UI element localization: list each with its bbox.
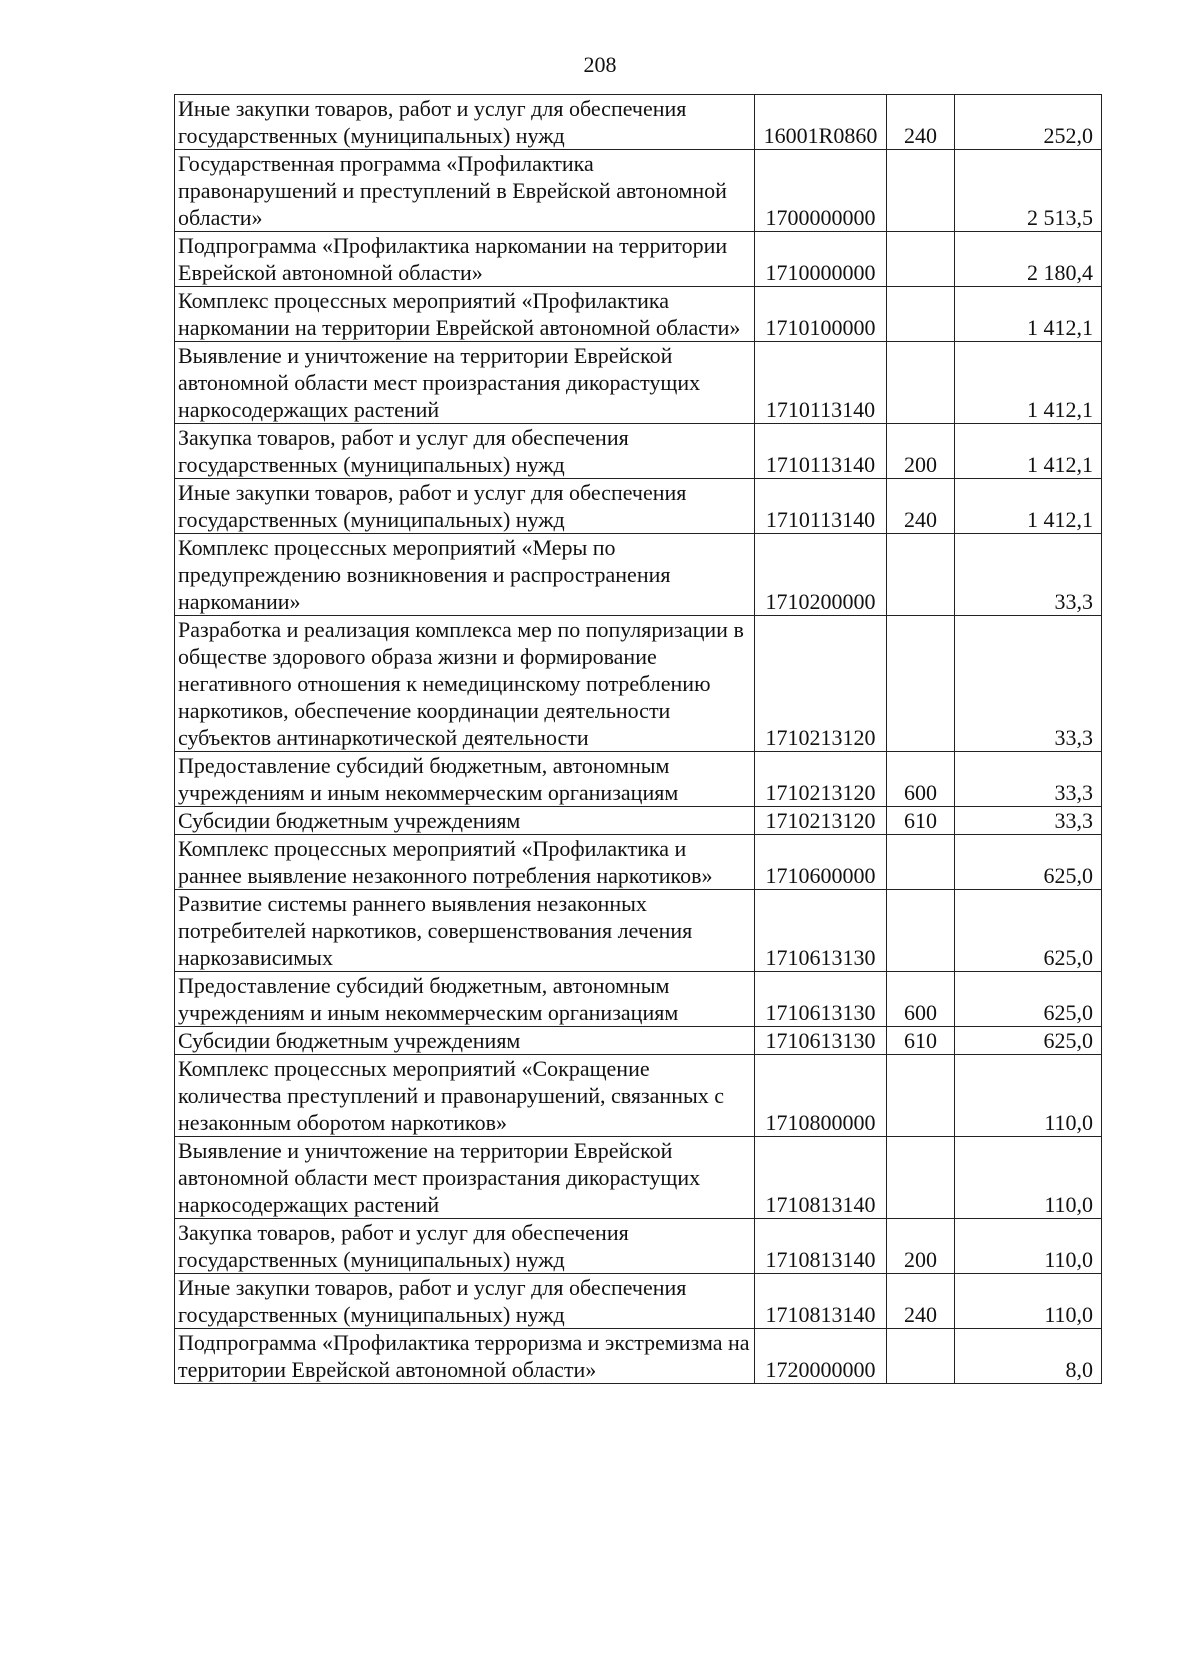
row-name-cell: Разработка и реализация комплекса мер по популяризации в обществе здорового образа жизни и формирование негативного отношения к немедицинскому потреблению наркотиков, обеспечение координации деятельности субъектов антинаркотической деятельности — [175, 616, 755, 752]
row-amount-cell: 33,3 — [955, 752, 1102, 807]
table-row — [175, 95, 1102, 150]
row-code-cell: 1710600000 — [755, 835, 887, 890]
row-type-cell — [887, 616, 955, 752]
row-name-cell: Иные закупки товаров, работ и услуг для обеспечения государственных (муниципальных) нужд — [175, 479, 755, 534]
table-row — [175, 890, 1102, 972]
table-row — [175, 287, 1102, 342]
table-body — [175, 95, 1102, 1384]
row-code-cell: 1710113140 — [755, 479, 887, 534]
row-type-cell: 600 — [887, 972, 955, 1027]
row-code-cell: 1710813140 — [755, 1274, 887, 1329]
row-amount-cell: 625,0 — [955, 972, 1102, 1027]
row-type-cell — [887, 287, 955, 342]
table-row — [175, 479, 1102, 534]
row-name-cell: Государственная программа «Профилактика правонарушений и преступлений в Еврейской автономной области» — [175, 150, 755, 232]
table-row — [175, 534, 1102, 616]
row-code-cell: 1710613130 — [755, 972, 887, 1027]
table-row — [175, 835, 1102, 890]
row-type-cell: 240 — [887, 479, 955, 534]
row-code-cell: 1710813140 — [755, 1219, 887, 1274]
row-amount-cell: 110,0 — [955, 1055, 1102, 1137]
row-amount-cell: 625,0 — [955, 1027, 1102, 1055]
row-name-cell: Субсидии бюджетным учреждениям — [175, 1027, 755, 1055]
row-name-cell: Комплекс процессных мероприятий «Сокращение количества преступлений и правонарушений, связанных с незаконным оборотом наркотиков» — [175, 1055, 755, 1137]
row-name-cell: Комплекс процессных мероприятий «Профилактика и раннее выявление незаконного потребления наркотиков» — [175, 835, 755, 890]
table-row — [175, 424, 1102, 479]
row-name-cell: Субсидии бюджетным учреждениям — [175, 807, 755, 835]
row-amount-cell: 110,0 — [955, 1274, 1102, 1329]
row-code-cell: 1710813140 — [755, 1137, 887, 1219]
row-code-cell: 1720000000 — [755, 1329, 887, 1384]
row-amount-cell: 252,0 — [955, 95, 1102, 150]
table-row — [175, 1137, 1102, 1219]
table-row — [175, 807, 1102, 835]
row-code-cell: 1700000000 — [755, 150, 887, 232]
row-code-cell: 1710113140 — [755, 342, 887, 424]
table-row — [175, 150, 1102, 232]
row-amount-cell: 1 412,1 — [955, 342, 1102, 424]
row-name-cell: Закупка товаров, работ и услуг для обеспечения государственных (муниципальных) нужд — [175, 424, 755, 479]
row-code-cell: 16001R0860 — [755, 95, 887, 150]
row-type-cell — [887, 150, 955, 232]
row-amount-cell: 2 180,4 — [955, 232, 1102, 287]
row-amount-cell: 2 513,5 — [955, 150, 1102, 232]
row-type-cell: 610 — [887, 1027, 955, 1055]
row-type-cell — [887, 342, 955, 424]
row-amount-cell: 1 412,1 — [955, 287, 1102, 342]
table-row — [175, 1274, 1102, 1329]
table-row — [175, 972, 1102, 1027]
row-amount-cell: 33,3 — [955, 534, 1102, 616]
row-name-cell: Предоставление субсидий бюджетным, автономным учреждениям и иным некоммерческим организациям — [175, 972, 755, 1027]
table-row — [175, 752, 1102, 807]
row-name-cell: Иные закупки товаров, работ и услуг для обеспечения государственных (муниципальных) нужд — [175, 95, 755, 150]
row-name-cell: Комплекс процессных мероприятий «Профилактика наркомании на территории Еврейской автономной области» — [175, 287, 755, 342]
row-name-cell: Выявление и уничтожение на территории Еврейской автономной области мест произрастания дикорастущих наркосодержащих растений — [175, 1137, 755, 1219]
row-code-cell: 1710100000 — [755, 287, 887, 342]
table-row — [175, 1027, 1102, 1055]
row-name-cell: Подпрограмма «Профилактика терроризма и экстремизма на территории Еврейской автономной области» — [175, 1329, 755, 1384]
row-code-cell: 1710200000 — [755, 534, 887, 616]
row-amount-cell: 33,3 — [955, 616, 1102, 752]
table-row — [175, 232, 1102, 287]
row-type-cell — [887, 835, 955, 890]
table-row — [175, 1219, 1102, 1274]
row-type-cell — [887, 232, 955, 287]
row-type-cell — [887, 1137, 955, 1219]
row-amount-cell: 625,0 — [955, 835, 1102, 890]
row-code-cell: 1710213120 — [755, 616, 887, 752]
row-type-cell — [887, 890, 955, 972]
row-type-cell: 200 — [887, 424, 955, 479]
table-row — [175, 1055, 1102, 1137]
page-number: 208 — [583, 52, 617, 77]
row-name-cell: Подпрограмма «Профилактика наркомании на территории Еврейской автономной области» — [175, 232, 755, 287]
row-amount-cell: 625,0 — [955, 890, 1102, 972]
table-row — [175, 616, 1102, 752]
row-name-cell: Предоставление субсидий бюджетным, автономным учреждениям и иным некоммерческим организациям — [175, 752, 755, 807]
row-name-cell: Закупка товаров, работ и услуг для обеспечения государственных (муниципальных) нужд — [175, 1219, 755, 1274]
row-code-cell: 1710000000 — [755, 232, 887, 287]
budget-table — [174, 94, 1102, 1384]
row-amount-cell: 33,3 — [955, 807, 1102, 835]
row-type-cell — [887, 1055, 955, 1137]
row-amount-cell: 8,0 — [955, 1329, 1102, 1384]
table-row — [175, 1329, 1102, 1384]
row-name-cell: Выявление и уничтожение на территории Еврейской автономной области мест произрастания дикорастущих наркосодержащих растений — [175, 342, 755, 424]
row-type-cell — [887, 1329, 955, 1384]
row-name-cell: Комплекс процессных мероприятий «Меры по предупреждению возникновения и распространения наркомании» — [175, 534, 755, 616]
row-type-cell: 240 — [887, 1274, 955, 1329]
row-code-cell: 1710213120 — [755, 752, 887, 807]
row-amount-cell: 1 412,1 — [955, 479, 1102, 534]
row-code-cell: 1710613130 — [755, 1027, 887, 1055]
row-name-cell: Иные закупки товаров, работ и услуг для обеспечения государственных (муниципальных) нужд — [175, 1274, 755, 1329]
row-type-cell: 200 — [887, 1219, 955, 1274]
row-name-cell: Развитие системы раннего выявления незаконных потребителей наркотиков, совершенствования лечения наркозависимых — [175, 890, 755, 972]
row-code-cell: 1710800000 — [755, 1055, 887, 1137]
row-amount-cell: 110,0 — [955, 1219, 1102, 1274]
row-amount-cell: 1 412,1 — [955, 424, 1102, 479]
row-code-cell: 1710113140 — [755, 424, 887, 479]
row-type-cell — [887, 534, 955, 616]
row-code-cell: 1710613130 — [755, 890, 887, 972]
row-type-cell: 600 — [887, 752, 955, 807]
row-code-cell: 1710213120 — [755, 807, 887, 835]
row-amount-cell: 110,0 — [955, 1137, 1102, 1219]
row-type-cell: 240 — [887, 95, 955, 150]
table-row — [175, 342, 1102, 424]
row-type-cell: 610 — [887, 807, 955, 835]
